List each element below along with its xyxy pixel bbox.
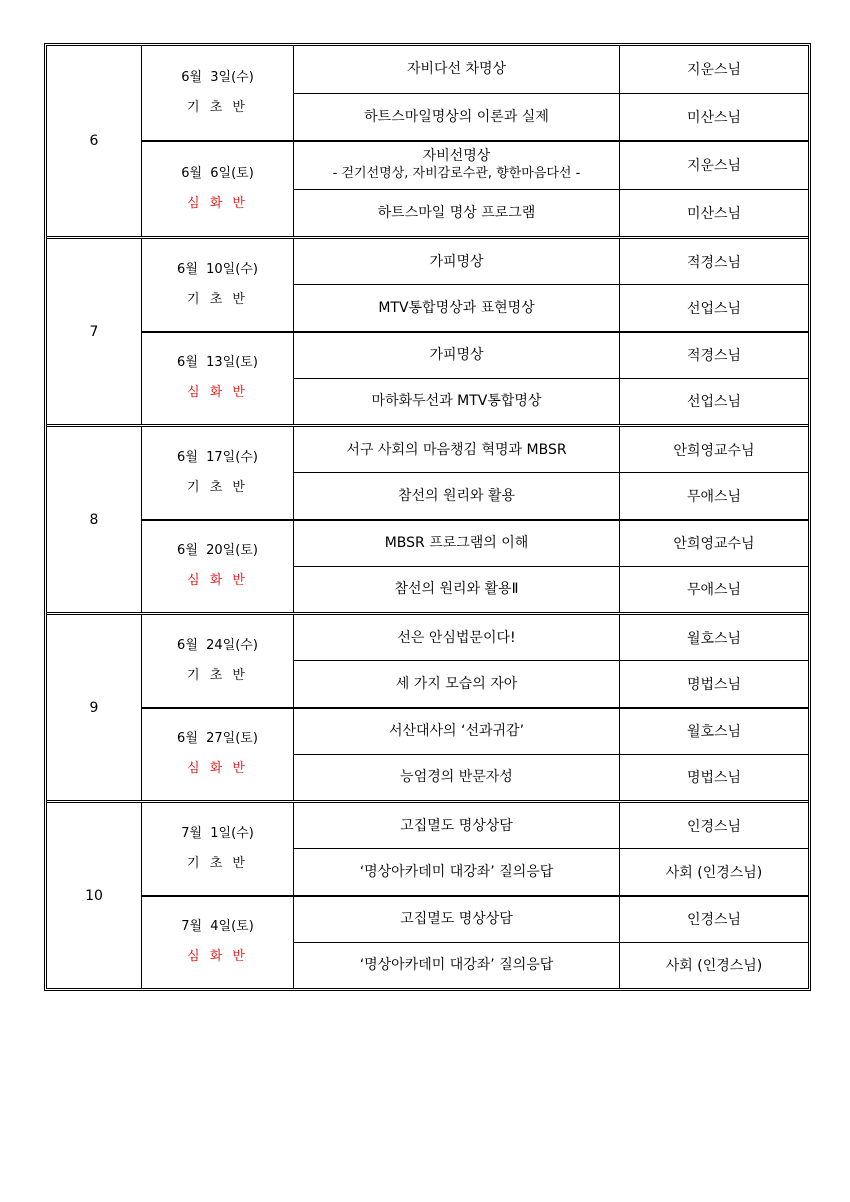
advanced-class-label: 심 화 반 [187, 761, 248, 777]
lecture-rows [294, 615, 808, 707]
lecture-topic: 선은 안심법문이다! [294, 615, 620, 660]
lecture-row [294, 848, 808, 894]
session-date: 7월 1일(수) [181, 825, 254, 841]
lecture-topic: 자비다선 차명상 [294, 46, 620, 93]
lecture-row [294, 284, 808, 330]
lecture-row [294, 897, 808, 942]
week-block [47, 46, 808, 236]
lecture-topic: MBSR 프로그램의 이해 [294, 521, 620, 566]
lecture-topic: ‘명상아카데미 대강좌’ 질의응답 [294, 849, 620, 894]
session-date: 6월 3일(수) [181, 70, 254, 85]
session [142, 46, 808, 140]
lecture-topic: 참선의 원리와 활용Ⅱ [294, 567, 620, 612]
lecture-speaker: 사회 (인경스님) [665, 958, 763, 975]
basic-class-label: 기 초 반 [187, 479, 248, 495]
session [142, 331, 808, 425]
lecture-row [294, 521, 808, 566]
lecture-speaker: 인경스님 [686, 818, 742, 835]
session [142, 615, 808, 707]
session-date: 6월 17일(수) [177, 449, 258, 465]
lecture-topic: 서구 사회의 마음챙김 혁명과 MBSR [294, 427, 620, 472]
lecture-rows [294, 521, 808, 613]
lecture-topic: 하트스마일 명상 프로그램 [294, 190, 620, 237]
sessions [142, 615, 808, 800]
date-cell [142, 333, 294, 425]
date-cell [142, 897, 294, 989]
lecture-speaker: 지운스님 [686, 62, 742, 79]
lecture-speaker: 인경스님 [686, 912, 742, 929]
lecture-rows [294, 333, 808, 425]
lecture-row [294, 378, 808, 424]
week-block [47, 800, 808, 988]
lecture-speaker: 월호스님 [686, 724, 742, 741]
lecture-speaker: 무애스님 [686, 582, 742, 599]
advanced-class-label: 심 화 반 [187, 385, 248, 401]
lecture-speaker: 미산스님 [686, 109, 742, 126]
lecture-speaker: 적경스님 [686, 254, 742, 271]
basic-class-label: 기 초 반 [187, 855, 248, 871]
lecture-topic: 고집멸도 명상상담 [294, 803, 620, 848]
lecture-speaker: 미산스님 [686, 205, 742, 222]
lecture-row [294, 615, 808, 660]
date-cell [142, 142, 294, 236]
session-date: 6월 10일(수) [177, 261, 258, 277]
lecture-speaker: 적경스님 [686, 348, 742, 365]
session-date: 6월 24일(수) [177, 637, 258, 653]
lecture-row [294, 427, 808, 472]
basic-class-label: 기 초 반 [187, 291, 248, 307]
session-date: 7월 4일(토) [181, 919, 254, 935]
lecture-topic: 고집멸도 명상상담 [294, 897, 620, 942]
session [142, 707, 808, 801]
session [142, 895, 808, 989]
lecture-speaker: 명법스님 [686, 676, 742, 693]
lecture-topic-title: 자비선명상 [422, 148, 491, 165]
date-cell [142, 427, 294, 519]
basic-class-label: 기 초 반 [187, 667, 248, 683]
week-number: 7 [47, 239, 142, 424]
lecture-row [294, 942, 808, 988]
date-cell [142, 46, 294, 140]
date-cell [142, 239, 294, 331]
lecture-rows [294, 239, 808, 331]
lecture-topic: 서산대사의 ‘선과귀감’ [294, 709, 620, 754]
date-cell [142, 803, 294, 895]
schedule-table [44, 43, 811, 991]
week-number: 8 [47, 427, 142, 612]
lecture-speaker: 월호스님 [686, 630, 742, 647]
lecture-row [294, 239, 808, 284]
week-block [47, 424, 808, 612]
lecture-speaker: 안희영교수님 [673, 536, 755, 553]
week-number: 10 [47, 803, 142, 988]
lecture-rows [294, 427, 808, 519]
date-cell [142, 615, 294, 707]
lecture-row [294, 142, 808, 189]
sessions [142, 427, 808, 612]
lecture-rows [294, 897, 808, 989]
lecture-row [294, 472, 808, 518]
advanced-class-label: 심 화 반 [187, 196, 248, 211]
lecture-speaker: 선업스님 [686, 300, 742, 317]
week-number: 6 [47, 46, 142, 236]
lecture-row [294, 333, 808, 378]
date-cell [142, 521, 294, 613]
session [142, 239, 808, 331]
lecture-topic: 가피명상 [294, 333, 620, 378]
lecture-rows [294, 709, 808, 801]
lecture-speaker: 무애스님 [686, 488, 742, 505]
advanced-class-label: 심 화 반 [187, 949, 248, 965]
lecture-topic [294, 142, 620, 189]
lecture-speaker: 사회 (인경스님) [665, 864, 763, 881]
session [142, 140, 808, 236]
lecture-row [294, 660, 808, 706]
lecture-topic: MTV통합명상과 표현명상 [294, 285, 620, 330]
lecture-row [294, 93, 808, 141]
session [142, 519, 808, 613]
lecture-rows [294, 803, 808, 895]
lecture-topic: 능엄경의 반문자성 [294, 755, 620, 800]
lecture-speaker: 명법스님 [686, 770, 742, 787]
sessions [142, 239, 808, 424]
basic-class-label: 기 초 반 [187, 100, 248, 115]
session-date: 6월 27일(토) [177, 731, 258, 747]
lecture-topic: 참선의 원리와 활용 [294, 473, 620, 518]
week-number: 9 [47, 615, 142, 800]
lecture-speaker: 선업스님 [686, 394, 742, 411]
lecture-topic: 마하화두선과 MTV통합명상 [294, 379, 620, 424]
date-cell [142, 709, 294, 801]
lecture-speaker: 안희영교수님 [673, 442, 755, 459]
session [142, 803, 808, 895]
week-block [47, 612, 808, 800]
lecture-speaker: 지운스님 [686, 158, 742, 175]
lecture-row [294, 709, 808, 754]
lecture-row [294, 754, 808, 800]
session-date: 6월 13일(토) [177, 355, 258, 371]
lecture-row [294, 803, 808, 848]
lecture-row [294, 46, 808, 93]
lecture-topic: 가피명상 [294, 239, 620, 284]
session-date: 6월 6일(토) [181, 166, 254, 181]
lecture-topic: 세 가지 모습의 자아 [294, 661, 620, 706]
session-date: 6월 20일(토) [177, 543, 258, 559]
advanced-class-label: 심 화 반 [187, 573, 248, 589]
lecture-rows [294, 142, 808, 236]
lecture-topic: 하트스마일명상의 이론과 실제 [294, 94, 620, 141]
lecture-topic: ‘명상아카데미 대강좌’ 질의응답 [294, 943, 620, 988]
sessions [142, 803, 808, 988]
lecture-subtopic: - 걷기선명상, 자비감로수관, 향한마음다선 - [332, 166, 581, 182]
week-block [47, 236, 808, 424]
lecture-row [294, 566, 808, 612]
lecture-row [294, 189, 808, 237]
lecture-rows [294, 46, 808, 140]
sessions [142, 46, 808, 236]
session [142, 427, 808, 519]
